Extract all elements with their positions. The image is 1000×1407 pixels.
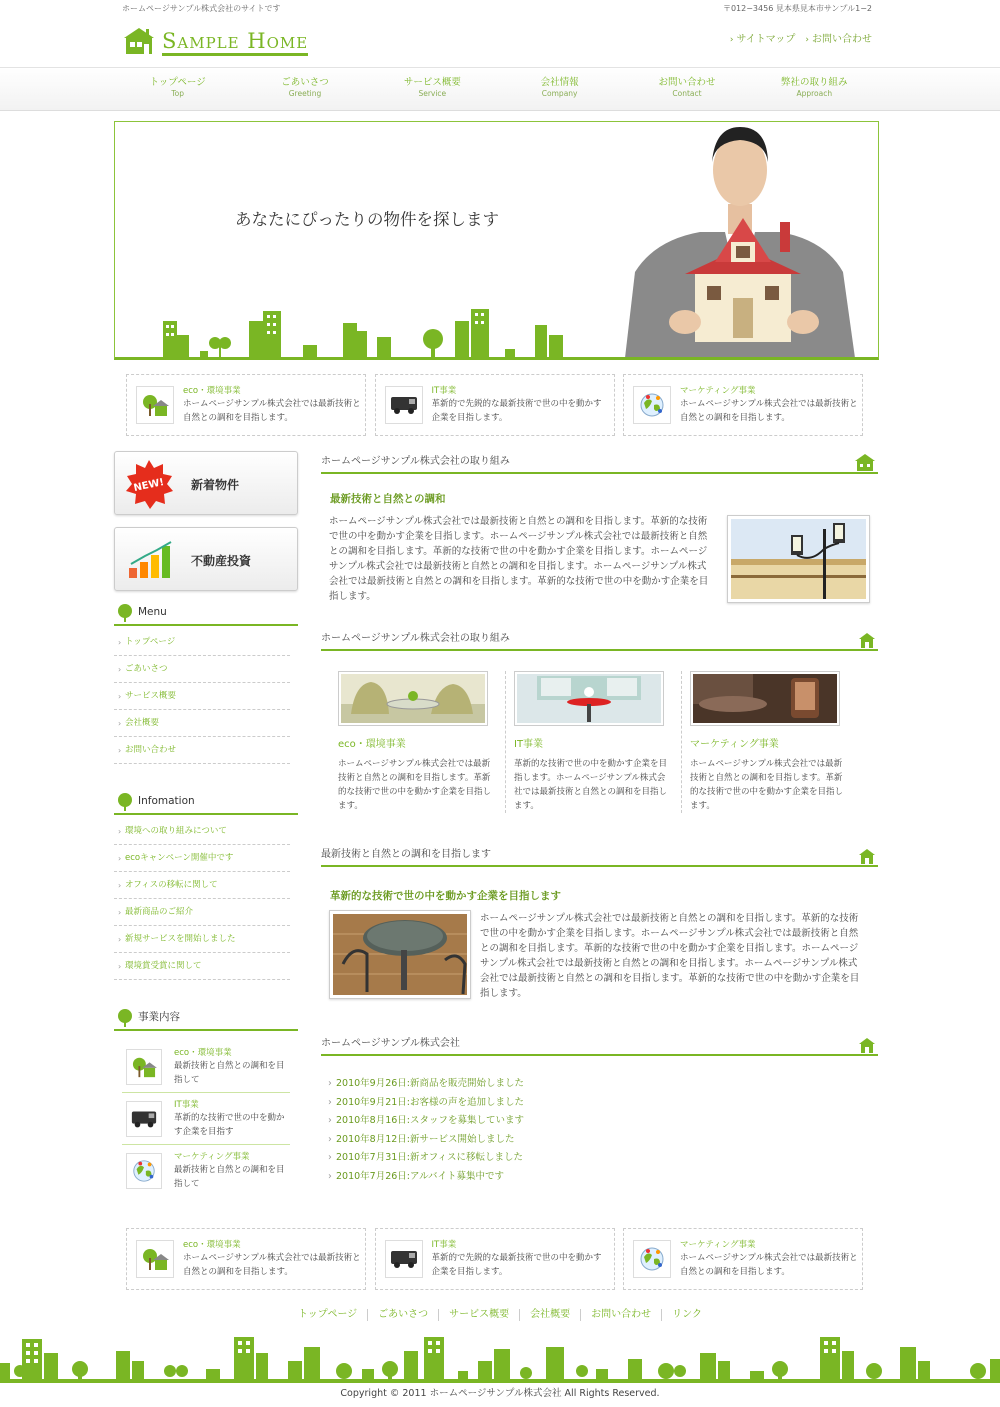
bar-chart-icon — [127, 540, 175, 580]
copyright: Copyright © 2011 ホームページサンプル株式会社 All Rights Reserved. — [340, 1388, 660, 1399]
garden-table-image — [333, 914, 467, 995]
nav-greeting[interactable] — [241, 68, 368, 111]
real-estate-investment-button[interactable] — [114, 527, 298, 591]
section-subheading: 最新技術と自然との調和 — [330, 493, 446, 505]
feature-desc: 革新的で先鋭的な最新技術で世の中を動かす企業を目指します。 — [431, 1253, 602, 1277]
feature-card-it[interactable] — [375, 1228, 615, 1290]
nav-label: サービス概要 — [403, 77, 461, 88]
nav-sublabel: Service — [418, 89, 447, 99]
red-table-photo — [514, 671, 664, 726]
footer-link-service[interactable]: サービス概要 — [439, 1309, 520, 1321]
nav-sublabel: Company — [541, 89, 578, 99]
section-body: ホームページサンプル株式会社では最新技術と自然との調和を目指します。革新的な技術で世の中を動かす企業を目指します。ホームページサンプル株式会社では最新技術と自然との調和を目指します。革新的な技術で世の中を動かす企業を目指します。ホームページサンプル株式会社では最新技術と自然との調和を目指します。ホームページサンプル株式会社では最新技術と自然との調和を目指します。革新的な技術で世の中を動かす企業を目指します。 — [480, 913, 860, 999]
eco-house-icon — [136, 1240, 174, 1278]
feature-desc: 革新的で先鋭的な最新技術で世の中を動かす企業を目指します。 — [431, 399, 602, 423]
eco-house-icon — [136, 386, 174, 424]
nav-sublabel: Approach — [796, 89, 833, 99]
house-icon — [858, 632, 876, 648]
info-item[interactable] — [114, 926, 290, 953]
feature-title: IT事業 — [431, 386, 457, 396]
business-column-marketing[interactable] — [682, 671, 858, 813]
site-tagline: ホームページサンプル株式会社のサイトです — [122, 4, 281, 13]
feature-card-marketing[interactable] — [623, 1228, 863, 1290]
new-badge-text: NEW! — [132, 476, 166, 495]
businessman-with-house-image — [615, 122, 865, 358]
info-item-label: 最新商品のご紹介 — [125, 907, 194, 917]
house-icon — [858, 1037, 876, 1053]
tree-icon — [116, 604, 134, 622]
footer-link-contact[interactable]: お問い合わせ — [581, 1309, 662, 1321]
new-properties-label: 新着物件 — [191, 478, 240, 492]
section-heading-text: ホームページサンプル株式会社の取り組み — [321, 633, 510, 644]
news-list — [328, 1075, 728, 1186]
feature-card-it[interactable] — [375, 374, 615, 436]
business-item-marketing[interactable] — [122, 1147, 290, 1197]
sidebar-item-company[interactable] — [114, 710, 290, 737]
news-item-text: 2010年8月12日:新サービス開始しました — [336, 1133, 515, 1145]
feature-desc: ホームページサンプル株式会社では最新技術と自然との調和を目指します。 — [183, 1253, 361, 1277]
sidebar-menu-heading — [114, 604, 298, 626]
rattan-chairs-photo — [338, 671, 488, 726]
contact-link-label: お問い合わせ — [812, 34, 872, 45]
feature-card-marketing[interactable] — [623, 374, 863, 436]
tree-icon — [116, 1009, 134, 1027]
sitemap-link-label: サイトマップ — [736, 34, 796, 45]
section-heading — [321, 631, 878, 651]
feature-title: IT事業 — [431, 1240, 457, 1250]
business-item-desc: 最新技術と自然との調和を目指して — [174, 1061, 285, 1085]
feature-desc: ホームページサンプル株式会社では最新技術と自然との調和を目指します。 — [680, 1253, 858, 1277]
new-properties-button[interactable] — [114, 451, 298, 515]
sidebar-item-top[interactable] — [114, 629, 290, 656]
news-item[interactable] — [328, 1168, 728, 1187]
sidebar-item-label: サービス概要 — [125, 691, 177, 701]
news-item-text: 2010年8月16日:スタッフを募集しています — [336, 1115, 525, 1126]
info-item-label: 環境への取り組みについて — [125, 826, 227, 836]
business-column-title: eco・環境事業 — [338, 739, 406, 750]
info-item[interactable] — [114, 872, 290, 899]
sidebar-item-contact[interactable] — [114, 737, 290, 764]
truck-icon — [126, 1101, 162, 1137]
sidebar-menu-list — [114, 629, 290, 764]
nav-company[interactable] — [496, 68, 623, 111]
info-item-label: オフィスの移転に関して — [125, 880, 218, 890]
footer-skyline-illustration — [0, 1335, 1000, 1383]
nav-sublabel: Contact — [672, 89, 702, 99]
news-item[interactable] — [328, 1112, 728, 1131]
hero-banner — [114, 121, 879, 360]
eco-house-icon — [126, 1049, 162, 1085]
section-body: ホームページサンプル株式会社では最新技術と自然との調和を目指します。革新的な技術で世の中を動かす企業を目指します。ホームページサンプル株式会社では最新技術と自然との調和を目指します。革新的な技術で世の中を動かす企業を目指します。ホームページサンプル株式会社では最新技術と自然との調和を目指します。ホームページサンプル株式会社では最新技術と自然との調和を目指します。革新的な技術で世の中を動かす企業を目指します。 — [329, 516, 709, 602]
header-links — [730, 30, 872, 45]
feature-card-eco[interactable] — [126, 374, 366, 436]
house-icon — [858, 848, 876, 864]
city-skyline-illustration — [155, 307, 585, 357]
truck-icon — [385, 1240, 423, 1278]
sidebar-item-label: ごあいさつ — [125, 664, 168, 674]
globe-icon — [126, 1153, 162, 1189]
site-logo[interactable] — [122, 22, 308, 56]
sidebar-item-service[interactable] — [114, 683, 290, 710]
tree-icon — [116, 793, 134, 811]
sidebar-business-title: 事業内容 — [138, 1011, 180, 1023]
section-heading — [321, 847, 878, 867]
business-column-title: IT事業 — [514, 739, 544, 750]
street-lamp-image — [731, 519, 866, 599]
feature-title: eco・環境事業 — [183, 386, 241, 396]
sidebar-business-heading — [114, 1009, 298, 1031]
info-item[interactable] — [114, 953, 290, 980]
nav-contact[interactable] — [623, 68, 750, 111]
footer-nav — [0, 1309, 1000, 1321]
hero-title: あなたにぴったりの物件を探します — [235, 210, 499, 229]
sidebar-item-label: 会社概要 — [125, 718, 160, 728]
news-item-text: 2010年7月31日:新オフィスに移転しました — [336, 1152, 523, 1163]
sidebar-menu-title: Menu — [138, 606, 167, 618]
feature-desc: ホームページサンプル株式会社では最新技術と自然との調和を目指します。 — [680, 399, 858, 423]
business-item-desc: 革新的な技術で世の中を動かす企業を目指す — [174, 1113, 285, 1137]
section-heading-text: ホームページサンプル株式会社の取り組み — [321, 456, 510, 467]
sitemap-link[interactable]: › サイトマップ — [729, 34, 796, 45]
feature-title: マーケティング事業 — [680, 1240, 756, 1250]
nav-label: トップページ — [149, 77, 206, 88]
footer-link-greeting[interactable]: ごあいさつ — [368, 1309, 439, 1321]
news-item[interactable] — [328, 1075, 728, 1094]
business-item-title: IT事業 — [174, 1100, 199, 1110]
business-item-desc: 最新技術と自然との調和を目指して — [174, 1165, 285, 1189]
footer-link-links[interactable]: リンク — [672, 1309, 702, 1320]
company-address: 〒012−3456 見本県見本市サンプル1−2 — [722, 4, 872, 13]
nav-label: ごあいさつ — [281, 77, 329, 88]
business-column-eco[interactable] — [330, 671, 506, 813]
news-item[interactable] — [328, 1131, 728, 1150]
street-lamp-photo — [727, 515, 870, 603]
sidebar-info-heading — [114, 793, 298, 815]
globe-icon — [633, 1240, 671, 1278]
sidebar-item-greeting[interactable] — [114, 656, 290, 683]
house-icon — [854, 453, 876, 471]
news-item[interactable] — [328, 1094, 728, 1113]
business-item-eco[interactable] — [122, 1043, 290, 1093]
feature-row-top — [126, 374, 863, 436]
business-item-it[interactable] — [122, 1095, 290, 1145]
nav-label: 会社情報 — [540, 77, 579, 88]
contact-link[interactable]: › お問い合わせ — [805, 34, 872, 45]
footer-link-top[interactable]: トップページ — [288, 1309, 368, 1321]
new-badge-icon — [123, 458, 175, 510]
nav-label: 弊社の取り組み — [781, 77, 848, 88]
section-heading — [321, 454, 878, 474]
business-item-title: マーケティング事業 — [174, 1152, 250, 1162]
nav-label: お問い合わせ — [658, 77, 716, 88]
business-column-desc: ホームページサンプル株式会社では最新技術と自然との調和を目指します。革新的な技術で世の中を動かす企業を目指します。 — [690, 759, 844, 811]
truck-icon — [385, 386, 423, 424]
logo-text: Sample Home — [162, 31, 308, 56]
sidebar-info-list — [114, 818, 290, 980]
news-item-text: 2010年9月26日:新商品を販売開始しました — [336, 1078, 525, 1089]
feature-title: マーケティング事業 — [680, 386, 756, 396]
section-heading — [321, 1036, 878, 1056]
section-subheading: 革新的な技術で世の中を動かす企業を目指します — [330, 890, 561, 902]
business-column-desc: ホームページサンプル株式会社では最新技術と自然との調和を目指します。革新的な技術で世の中を動かす企業を目指します。 — [338, 759, 492, 811]
info-item-label: 環境賞受賞に関して — [125, 961, 202, 971]
globe-icon — [633, 386, 671, 424]
nav-sublabel: Greeting — [288, 89, 322, 99]
business-item-title: eco・環境事業 — [174, 1048, 232, 1058]
feature-desc: ホームページサンプル株式会社では最新技術と自然との調和を目指します。 — [183, 399, 361, 423]
news-item[interactable] — [328, 1149, 728, 1168]
sidebar-item-label: トップページ — [125, 637, 176, 647]
global-nav — [0, 67, 1000, 111]
info-item[interactable] — [114, 818, 290, 845]
real-estate-investment-label: 不動産投資 — [191, 554, 252, 568]
feature-title: eco・環境事業 — [183, 1240, 241, 1250]
nav-approach[interactable] — [751, 68, 878, 111]
section-heading-text: 最新技術と自然との調和を目指します — [321, 849, 491, 860]
feature-row-bottom — [126, 1228, 863, 1290]
info-item-label: 新規サービスを開始しました — [125, 934, 236, 944]
info-item-label: ecoキャンペーン開催中です — [125, 853, 234, 863]
news-item-text: 2010年7月26日:アルバイト募集中です — [336, 1170, 504, 1182]
business-column-desc: 革新的な技術で世の中を動かす企業を目指します。ホームページサンプル株式会社では最新技術と自然との調和を目指します。 — [514, 759, 668, 811]
feature-card-eco[interactable] — [126, 1228, 366, 1290]
footer-link-company[interactable]: 会社概要 — [520, 1309, 581, 1321]
nav-service[interactable] — [369, 68, 496, 111]
house-logo-icon — [122, 26, 156, 56]
business-column-it[interactable] — [506, 671, 682, 813]
section-heading-text: ホームページサンプル株式会社 — [321, 1038, 460, 1049]
news-item-text: 2010年9月21日:お客様の声を追加しました — [336, 1096, 525, 1108]
business-columns — [330, 671, 878, 813]
info-item[interactable] — [114, 899, 290, 926]
sidebar-item-label: お問い合わせ — [125, 745, 177, 755]
business-column-title: マーケティング事業 — [690, 739, 779, 750]
sidebar-info-title: Infomation — [138, 795, 195, 807]
garden-table-photo — [329, 910, 471, 999]
info-item[interactable] — [114, 845, 290, 872]
nav-sublabel: Top — [171, 89, 184, 99]
lounge-chair-photo — [690, 671, 840, 726]
nav-top[interactable] — [114, 68, 241, 111]
